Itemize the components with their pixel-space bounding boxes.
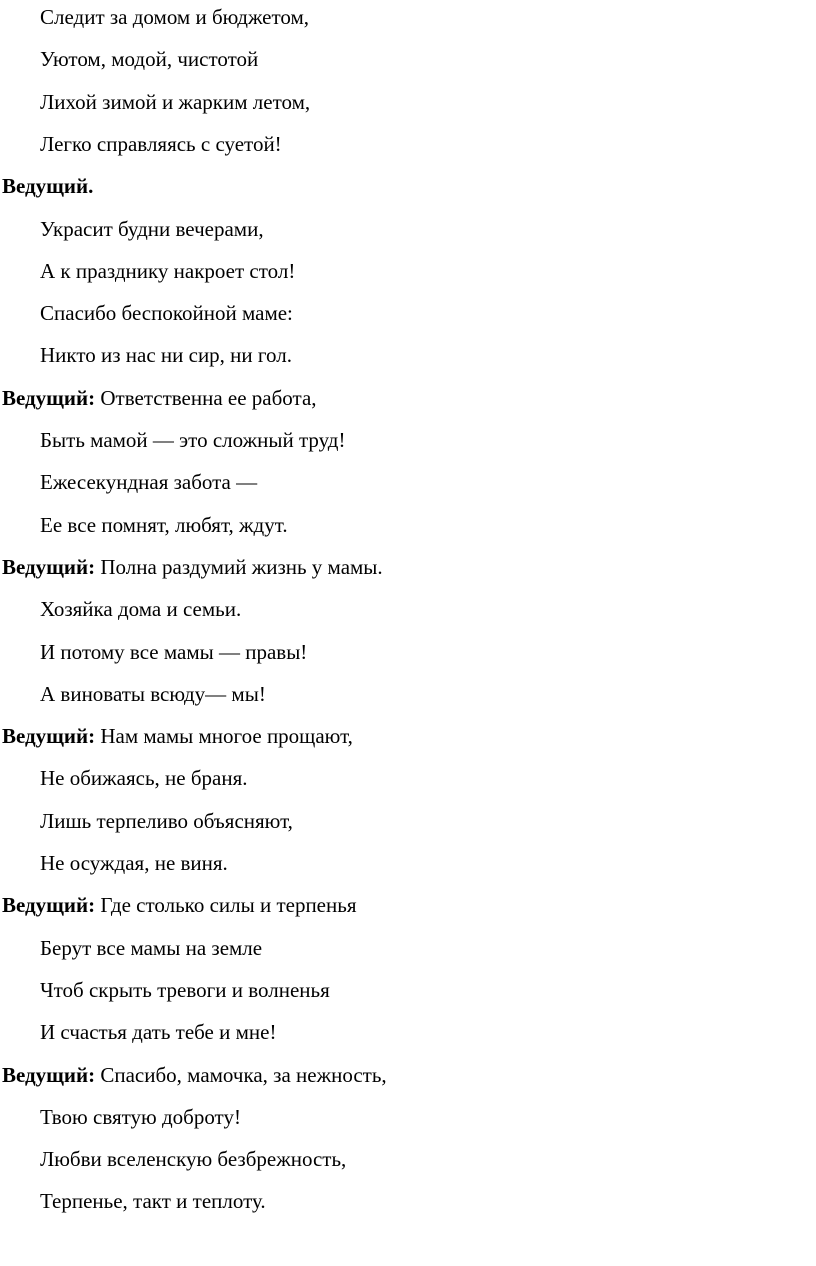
line-text: Где столько силы и терпенья bbox=[95, 893, 357, 918]
line-text: А виноваты всюду— мы! bbox=[40, 681, 266, 706]
verse-line bbox=[0, 763, 248, 793]
verse-line bbox=[0, 975, 330, 1005]
line-text: А к празднику накроет стол! bbox=[40, 258, 296, 283]
verse-line bbox=[0, 298, 293, 328]
verse-line bbox=[0, 87, 310, 117]
line-text: Ее все помнят, любят, ждут. bbox=[40, 512, 288, 537]
speaker-label: Ведущий: bbox=[2, 385, 96, 410]
line-text: Лишь терпеливо объясняют, bbox=[40, 808, 293, 833]
line-text: Следит за домом и бюджетом, bbox=[40, 5, 310, 29]
verse-line bbox=[0, 594, 241, 624]
speaker-label: Ведущий: bbox=[2, 724, 96, 749]
speaker-label: Ведущий: bbox=[2, 554, 96, 579]
verse-line bbox=[0, 1102, 241, 1132]
speaker-line bbox=[0, 721, 353, 751]
verse-line bbox=[0, 214, 264, 244]
line-text: Не обижаясь, не браня. bbox=[40, 766, 248, 791]
line-text: Чтоб скрыть тревоги и волненья bbox=[40, 977, 330, 1002]
line-text: Никто из нас ни сир, ни гол. bbox=[40, 343, 292, 368]
verse-line bbox=[0, 806, 293, 836]
verse-line bbox=[0, 510, 288, 540]
line-text: Берут все мамы на земле bbox=[40, 935, 263, 960]
speaker-line bbox=[0, 1060, 387, 1090]
line-text: Не осуждая, не виня. bbox=[40, 851, 228, 875]
verse-line bbox=[0, 933, 262, 963]
verse-line bbox=[0, 425, 345, 455]
speaker-line bbox=[0, 552, 383, 582]
verse-line bbox=[0, 340, 292, 370]
speaker-label: Ведущий: bbox=[2, 893, 96, 918]
line-text: Уютом, модой, чистотой bbox=[40, 47, 259, 72]
verse-line bbox=[0, 467, 257, 497]
speaker-label: Ведущий: bbox=[2, 1062, 96, 1087]
line-text: Ответственна ее работа, bbox=[95, 385, 317, 410]
verse-line bbox=[0, 1017, 276, 1047]
verse-line bbox=[0, 44, 258, 74]
line-text: Любви вселенскую безбрежность, bbox=[40, 1147, 347, 1172]
line-text: Хозяйка дома и семьи. bbox=[40, 597, 242, 622]
speaker-label: Ведущий. bbox=[2, 174, 94, 199]
verse-line bbox=[0, 1186, 266, 1216]
speaker-line bbox=[0, 890, 356, 920]
speaker-line bbox=[0, 171, 93, 201]
line-text: И потому все мамы — правы! bbox=[40, 639, 308, 664]
verse-line bbox=[0, 637, 307, 667]
line-text: Нам мамы многое прощают, bbox=[95, 724, 353, 749]
line-text: Лихой зимой и жарким летом, bbox=[40, 89, 311, 114]
line-text: Ежесекундная забота — bbox=[40, 470, 258, 495]
line-text: Спасибо, мамочка, за нежность, bbox=[95, 1062, 387, 1087]
verse-line bbox=[0, 256, 295, 286]
verse-line bbox=[0, 1144, 346, 1174]
line-text: Полна раздумий жизнь у мамы. bbox=[95, 554, 383, 579]
line-text: Твою святую доброту! bbox=[40, 1104, 241, 1129]
line-text: И счастья дать тебе и мне! bbox=[40, 1020, 277, 1045]
verse-line bbox=[0, 129, 282, 159]
line-text: Легко справляясь с суетой! bbox=[40, 131, 282, 156]
line-text: Украсит будни вечерами, bbox=[40, 216, 264, 241]
verse-line bbox=[0, 848, 228, 878]
verse-line bbox=[0, 679, 266, 709]
line-text: Спасибо беспокойной маме: bbox=[40, 301, 293, 326]
line-text: Терпенье, такт и теплоту. bbox=[40, 1189, 266, 1214]
line-text: Быть мамой — это сложный труд! bbox=[40, 428, 346, 452]
verse-line bbox=[0, 2, 309, 32]
speaker-line bbox=[0, 383, 317, 413]
